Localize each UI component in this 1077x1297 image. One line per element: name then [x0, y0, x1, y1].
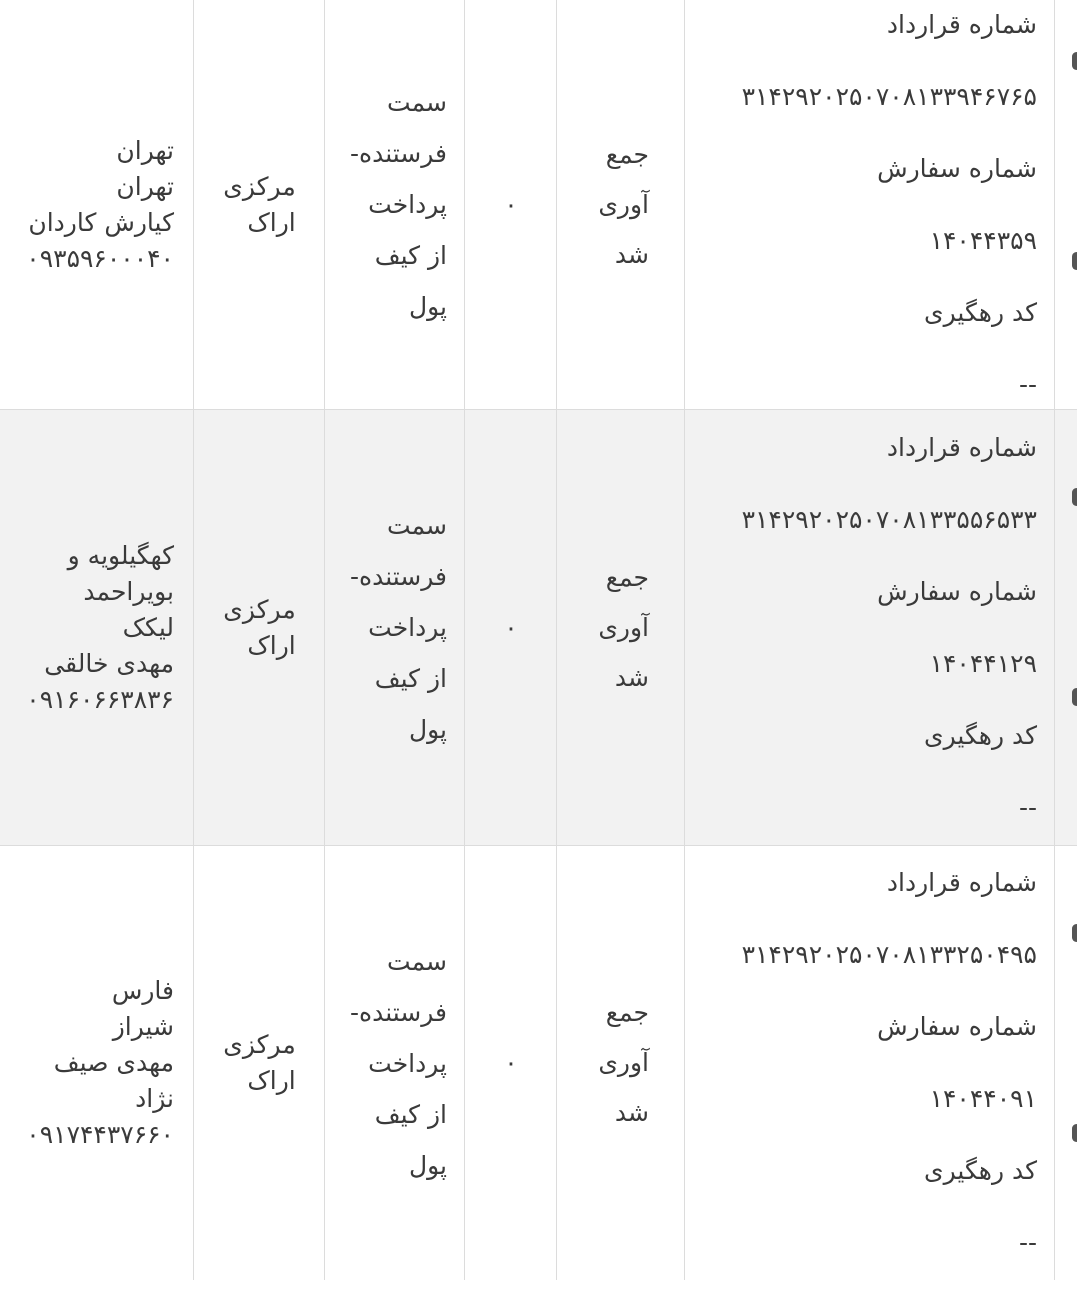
order-number: ۱۴۰۴۴۳۵۹ [929, 225, 1037, 255]
status-text: جمع آوری شد [598, 998, 649, 1127]
origin-branch: مرکزی اراک [223, 171, 296, 237]
tracking-code-label: کد رهگیری [924, 1156, 1037, 1185]
order-number-label: شماره سفارش [877, 576, 1037, 606]
receiver-cell [0, 0, 194, 409]
contract-number-label: شماره قرارداد [886, 9, 1037, 39]
order-info-cell [685, 0, 1055, 409]
tracking-code: -- [1018, 369, 1037, 399]
receiver-info: کهگیلویه و بویراحمد لیکک مهدی خالقی ۰۹۱۶۰۶۶۳۸۳۶ [26, 540, 174, 714]
row-action-icon[interactable] [1072, 924, 1077, 942]
status-cell [557, 0, 685, 409]
contract-number: ۳۱۴۲۹۲۰۲۵۰۷۰۸۱۳۳۵۵۶۵۳۳ [741, 504, 1037, 534]
origin-cell [194, 0, 325, 409]
column-divider [464, 0, 465, 1280]
amount-cell [465, 846, 557, 1280]
column-divider [193, 0, 194, 1280]
contract-number: ۳۱۴۲۹۲۰۲۵۰۷۰۸۱۳۳۹۴۶۷۶۵ [741, 81, 1037, 111]
receiver-info: تهران تهران کیارش کاردان ۰۹۳۵۹۶۰۰۰۴۰ [26, 135, 174, 273]
payment-method: سمت فرستنده- پرداخت از کیف پول [349, 511, 447, 744]
tracking-code: -- [1018, 792, 1037, 822]
receiver-cell [0, 846, 194, 1280]
order-number: ۱۴۰۴۴۱۲۹ [929, 648, 1037, 678]
row-action-icon[interactable] [1072, 1124, 1077, 1142]
column-divider [556, 0, 557, 1280]
receiver-cell [0, 410, 194, 845]
payment-cell [325, 846, 465, 1280]
origin-cell [194, 846, 325, 1280]
order-number-label: شماره سفارش [877, 1012, 1037, 1041]
table-row[interactable] [0, 846, 1077, 1280]
status-text: جمع آوری شد [598, 562, 649, 692]
receiver-info: فارس شیراز مهدی صیف نژاد ۰۹۱۷۴۴۳۷۶۶۰ [26, 976, 174, 1149]
amount-cell [465, 410, 557, 845]
payment-cell [325, 0, 465, 409]
order-info-cell [685, 410, 1055, 845]
amount-value: ۰ [504, 612, 518, 642]
contract-number-label: شماره قرارداد [886, 432, 1037, 462]
status-text: جمع آوری شد [598, 139, 649, 269]
payment-method: سمت فرستنده- پرداخت از کیف پول [349, 88, 447, 321]
payment-cell [325, 410, 465, 845]
origin-cell [194, 410, 325, 845]
tracking-code-label: کد رهگیری [924, 720, 1037, 750]
tracking-code: -- [1018, 1228, 1037, 1257]
table-row[interactable] [0, 410, 1077, 846]
column-divider [1054, 0, 1055, 1280]
payment-method: سمت فرستنده- پرداخت از کیف پول [349, 946, 447, 1180]
amount-value: ۰ [504, 1048, 518, 1077]
order-number: ۱۴۰۴۴۰۹۱ [929, 1084, 1037, 1113]
contract-number-label: شماره قرارداد [886, 868, 1037, 897]
amount-value: ۰ [504, 189, 518, 219]
row-action-icon[interactable] [1072, 252, 1077, 270]
amount-cell [465, 0, 557, 409]
tracking-code-label: کد رهگیری [924, 297, 1037, 327]
column-divider [324, 0, 325, 1280]
column-divider [684, 0, 685, 1280]
row-action-icon[interactable] [1072, 488, 1077, 506]
order-number-label: شماره سفارش [877, 153, 1037, 183]
contract-number: ۳۱۴۲۹۲۰۲۵۰۷۰۸۱۳۳۲۵۰۴۹۵ [741, 940, 1037, 969]
status-cell [557, 846, 685, 1280]
origin-branch: مرکزی اراک [223, 594, 296, 660]
order-info-cell [685, 846, 1055, 1280]
origin-branch: مرکزی اراک [223, 1030, 296, 1095]
row-action-icon[interactable] [1072, 688, 1077, 706]
row-action-icon[interactable] [1072, 52, 1077, 70]
status-cell [557, 410, 685, 845]
table-row[interactable] [0, 0, 1077, 410]
